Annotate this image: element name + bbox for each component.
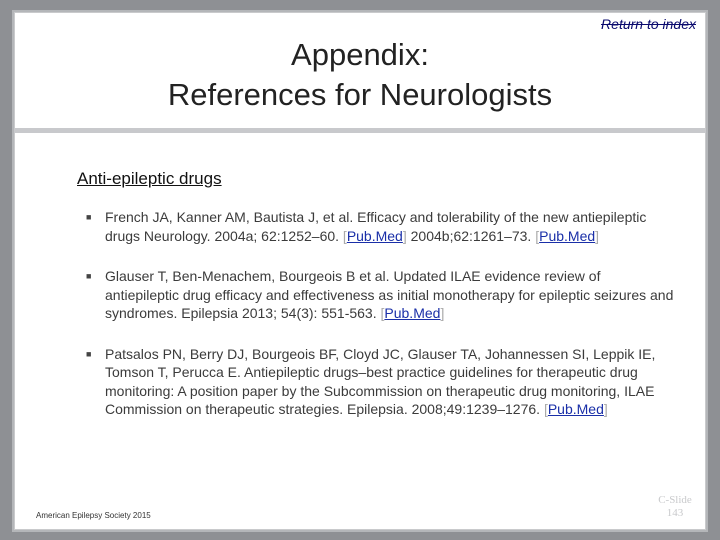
reference-text: Glauser T, Ben-Menachem, Bourgeois B et al. Updated ILAE evidence review of antiepileptic drug efficacy and effectiveness as initial monotherapy for epileptic seizures and syndromes. Epilepsia 2013; 54(3): 551-563.	[105, 268, 674, 321]
reference-text: French JA, Kanner AM, Bautista J, et al. Efficacy and tolerability of the new antiepileptic drugs Neurology. 2004a; 62:1252–60.	[105, 209, 647, 244]
return-to-index-link[interactable]: Return to index	[601, 16, 696, 32]
pubmed-link[interactable]: Pub.Med	[539, 227, 596, 244]
pubmed-link[interactable]: Pub.Med	[384, 305, 441, 321]
reference-item: ■ Glauser T, Ben-Menachem, Bourgeois B et al. Updated ILAE evidence review of antiepileptic drug efficacy and effectiveness as initial monotherapy for epileptic seizures and syndromes. Epilepsia 2013; 54(3): 551-563. [Pub.Med]	[86, 268, 674, 321]
header-band	[14, 12, 706, 133]
reference-text: 2004b;62:1261–73.	[406, 227, 536, 244]
reference-list	[86, 208, 676, 419]
section-heading: Anti-epileptic drugs	[77, 169, 222, 188]
slide-number-value: 143	[666, 507, 684, 519]
page-title-line2: References for Neurologists	[167, 77, 553, 112]
bullet-icon: ■	[86, 212, 92, 222]
footer-org: American Epilepsy Society 2015	[36, 511, 151, 520]
bullet-icon: ■	[86, 271, 92, 281]
slide-number	[650, 494, 700, 520]
slide	[14, 12, 706, 530]
bullet-icon: ■	[86, 348, 92, 359]
page-title-line1: Appendix:	[291, 37, 429, 72]
reference-text: Patsalos PN, Berry DJ, Bourgeois BF, Cloyd JC, Glauser TA, Johannessen SI, Leppik IE, Tomson T, Perucca E. Antiepileptic drugs–best practice guidelines for therapeutic drug monitoring: A position paper by the Subcommission on therapeutic drug monitoring, ILAE Commission on therapeutic strategies. Epilepsia. 2008;49:1239–1276.	[105, 345, 656, 417]
reference-item: ■ French JA, Kanner AM, Bautista J, et al. Efficacy and tolerability of the new antiepileptic drugs Neurology. 2004a; 62:1252–60. [Pub.Med] 2004b;62:1261–73. [Pub.Med]	[86, 209, 647, 244]
slide-label: C-Slide	[658, 494, 692, 506]
reference-item: ■ Patsalos PN, Berry DJ, Bourgeois BF, Cloyd JC, Glauser TA, Johannessen SI, Leppik IE, Tomson T, Perucca E. Antiepileptic drugs–best practice guidelines for therapeutic drug monitoring: A position paper by the Subcommission on therapeutic drug monitoring, ILAE Commission on therapeutic strategies. Epilepsia. 2008;49:1239–1276. [Pub.Med]	[86, 345, 656, 417]
pubmed-link[interactable]: Pub.Med	[346, 227, 403, 244]
pubmed-link[interactable]: Pub.Med	[547, 401, 604, 417]
